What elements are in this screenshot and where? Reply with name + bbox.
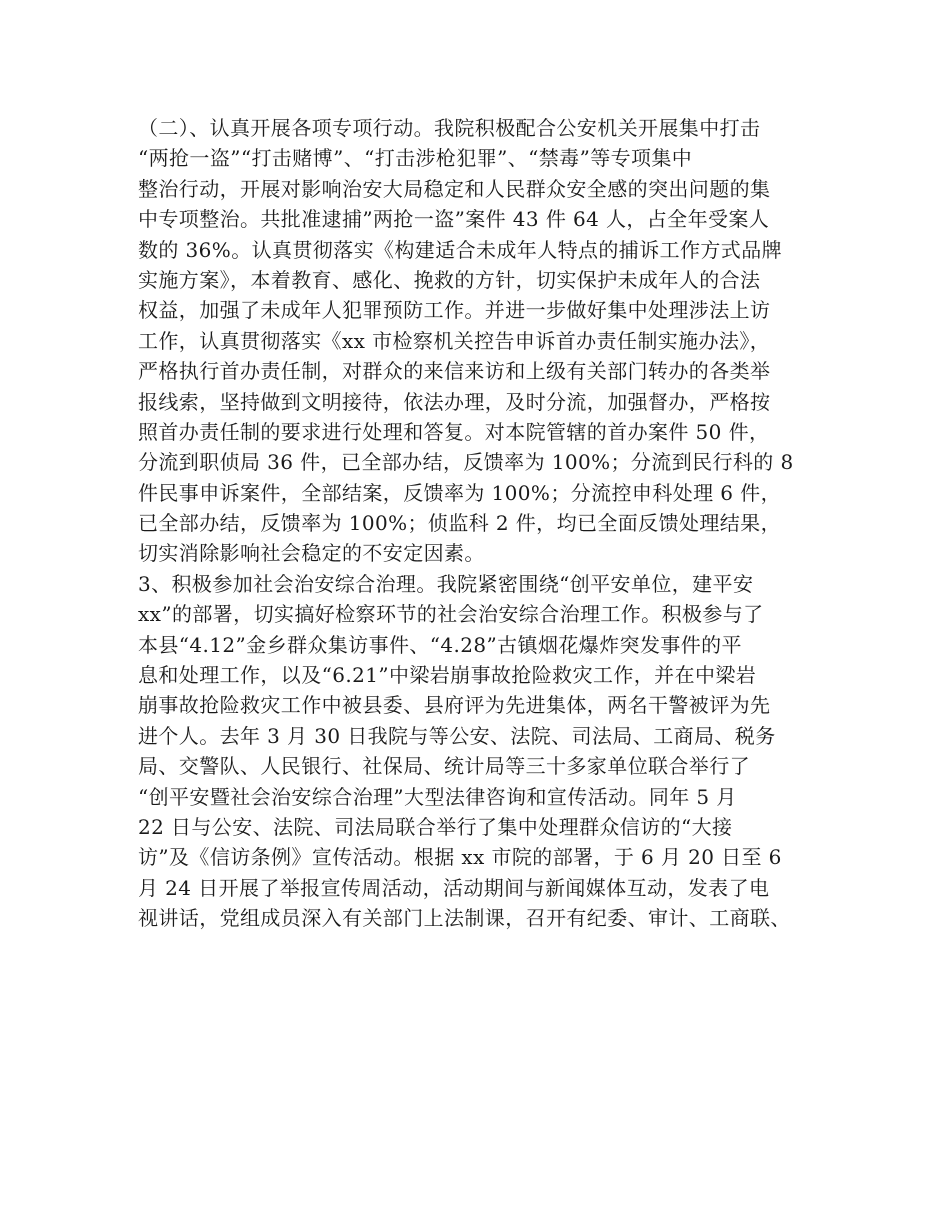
text-line: 崩事故抢险救灾工作中被县委、县府评为先进集体，两名干警被评为先 bbox=[138, 693, 771, 718]
text-line: 权益，加强了未成年人犯罪预防工作。并进一步做好集中处理涉法上访 bbox=[138, 298, 771, 323]
text-line: “两抢一盗”“打击赌博”、“打击涉枪犯罪”、“禁毒”等专项集中 bbox=[138, 146, 693, 171]
text-line: 数的 36%。认真贯彻落实《构建适合未成年人特点的捕诉工作方式品牌 bbox=[138, 237, 783, 262]
text-line: 严格执行首办责任制，对群众的来信来访和上级有关部门转办的各类举 bbox=[138, 359, 771, 384]
text-line: 3、积极参加社会治安综合治理。我院紧密围绕“创平安单位，建平安 bbox=[138, 571, 754, 596]
document-body bbox=[138, 113, 828, 934]
text-line: 件民事申诉案件，全部结案，反馈率为 100%；分流控申科处理 6 件， bbox=[138, 480, 781, 505]
text-line: （二）、认真开展各项专项行动。我院积极配合公安机关开展集中打击 bbox=[138, 116, 761, 140]
text-line: 息和处理工作，以及“6.21”中梁岩崩事故抢险救灾工作，并在中梁岩 bbox=[138, 663, 757, 688]
text-line: 22 日与公安、法院、司法局联合举行了集中处理群众信访的“大接 bbox=[138, 814, 733, 839]
text-line: xx”的部署，切实搞好检察环节的社会治安综合治理工作。积极参与了 bbox=[138, 602, 764, 627]
text-line: 中专项整治。共批准逮捕”两抢一盗”案件 43 件 64 人，占全年受案人 bbox=[138, 207, 770, 232]
text-line: 切实消除影响社会稳定的不安定因素。 bbox=[138, 541, 485, 566]
text-line: 整治行动，开展对影响治安大局稳定和人民群众安全感的突出问题的集 bbox=[138, 176, 771, 201]
text-line: 局、交警队、人民银行、社保局、统计局等三十多家单位联合举行了 bbox=[138, 754, 750, 779]
text-line: 访”及《信访条例》宣传活动。根据 xx 市院的部署，于 6 月 20 日至 6 bbox=[138, 845, 782, 870]
text-line: 实施方案》，本着教育、感化、挽救的方针，切实保护未成年人的合法 bbox=[138, 267, 761, 292]
text-line: 本县“4.12”金乡群众集访事件、“4.28”古镇烟花爆炸突发事件的平 bbox=[138, 632, 742, 657]
text-line: 报线索，坚持做到文明接待，依法办理，及时分流，加强督办，严格按 bbox=[138, 389, 771, 414]
text-line: 月 24 日开展了举报宣传周活动，活动期间与新闻媒体互动，发表了电 bbox=[138, 875, 770, 900]
text-line: “创平安暨社会治安综合治理”大型法律咨询和宣传活动。同年 5 月 bbox=[138, 784, 737, 809]
text-line: 工作，认真贯彻落实《xx 市检察机关控告申诉首办责任制实施办法》， bbox=[138, 328, 771, 353]
text-line: 进个人。去年 3 月 30 日我院与等公安、法院、司法局、工商局、税务 bbox=[138, 723, 776, 748]
text-line: 照首办责任制的要求进行处理和答复。对本院管辖的首办案件 50 件， bbox=[138, 419, 770, 444]
text-line: 视讲话，党组成员深入有关部门上法制课，召开有纪委、审计、工商联、 bbox=[138, 906, 791, 931]
text-line: 已全部办结，反馈率为 100%；侦监科 2 件，均已全面反馈处理结果， bbox=[138, 511, 781, 536]
text-line: 分流到职侦局 36 件，已全部办结，反馈率为 100%；分流到民行科的 8 bbox=[138, 450, 794, 475]
